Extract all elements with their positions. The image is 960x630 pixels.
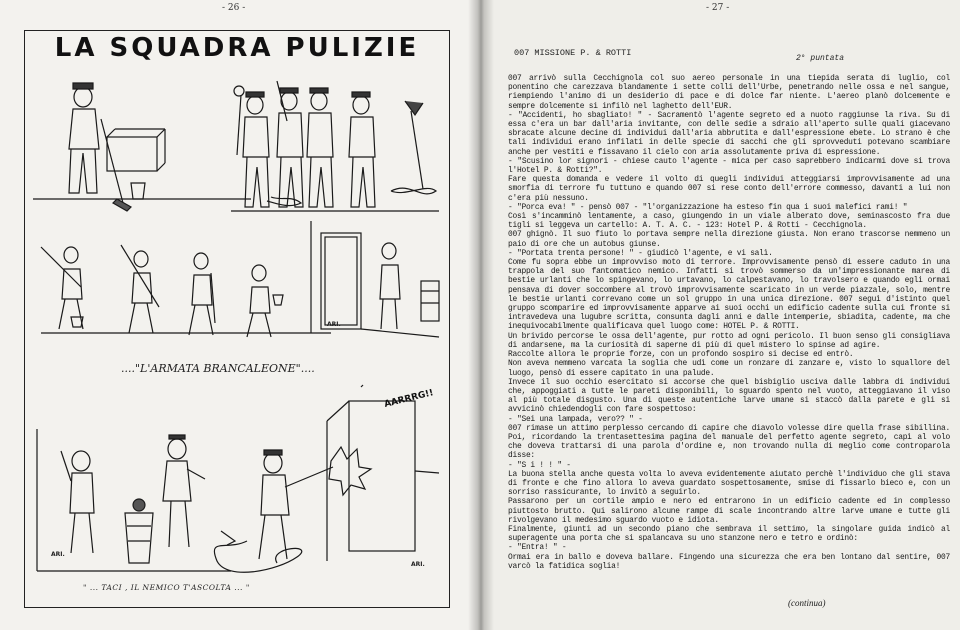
- paragraph: 007 ghignò. Il suo fiuto lo portava sempre nella direzione giusta. Non erano trascorse nemmeno un paio di ore che un autobus giunse.: [508, 230, 950, 249]
- paragraph: - "Sei una lampada, vero?? " -: [508, 414, 643, 424]
- panel-3-drawing: [31, 381, 443, 581]
- sound-effect: AARRRG!!: [383, 388, 435, 410]
- paragraph: Finalmente, giunti ad un secondo piano che sembrava il settimo, la singolare guida indicò al superagente una porta che si spalancava su uno stanzone nero e tetro e ordinò:: [508, 524, 950, 544]
- paragraph: Invece il suo occhio esercitato si accorse che quel bisbiglio usciva dalle labbra di individui che, appoggiati a tutte le pareti disponibili, lo sguardo spento nel vuoto, atteggiavano il viso al più totale disgusto. Una di queste autentiche larve umane si staccò dalla parete e gli si avvicinò chiedendogli con fare sospettoso:: [508, 377, 950, 415]
- paragraph: Fare questa domanda e vedere il volto di quegli individui atteggiarsi improvvisamente ad una smorfia di terrore fu tuttuno e quando 007 si rese conto dell'errore commesso, davanti a lui non c'era più nessuno.: [508, 175, 950, 203]
- paragraph: - "Porca eva! " - pensò 007 - "l'organizzazione ha esteso fin qua i suoi malefici rami! ": [508, 202, 908, 212]
- panel-2-drawing: [31, 221, 443, 361]
- right-page: [478, 0, 960, 630]
- paragraph: 007 rimase un attimo perplesso cercando di capire che diavolo volesse dire quella frase sibillina. Poi, ricordando la trentasettesima pagina del manuale del perfetto agente segreto, capì al volo che doveva trattarsi di una parola d'ordine e, non trovando nulla di meglio come controparola disse:: [508, 423, 950, 461]
- panel-1-drawing: [31, 71, 443, 241]
- continued-note: (continua): [788, 598, 826, 608]
- article-body: [508, 74, 950, 571]
- paragraph: Ormai era in ballo e doveva ballare. Fingendo una sicurezza che era ben lontano dal sentire, 007 varcò la fatidica soglia!: [508, 552, 950, 571]
- paragraph: 007 arrivò sulla Cecchignola col suo aereo personale in una tiepida serata di luglio, col ponentino che carezzava blandamente i sette colli dell'Urbe, penetrando nelle ossa e nel sangue, riempiendo l'animo di un desiderio di pace e di dolce far niente. L'aereo planò dolcemente e sempre dolcemente si infilò nel laghetto dell'EUR.: [508, 74, 950, 111]
- comic-title: LA SQUADRA PULIZIE: [54, 33, 420, 63]
- left-page-number: - 26 -: [222, 3, 246, 13]
- right-page-number: - 27 -: [706, 3, 730, 13]
- comic-frame: [24, 30, 450, 608]
- paragraph: Raccolte allora le proprie forze, con un profondo sospiro si decise ed entrò.: [508, 350, 854, 360]
- paragraph: Così s'incamminò lentamente, a caso, giungendo in un viale alberato dove, seminascosto fra due tigli si leggeva un cartello: A. T. A. C. - 123: Hotel P. & Rotti - Cecchignola.: [508, 212, 950, 231]
- paragraph: Un brivido percorse le ossa dell'agente, pur rotto ad ogni pericolo. Il buon senso gli consigliava di andarsene, ma la curiosità di saperne di più di quel mistero lo spinse ad agire.: [508, 331, 950, 350]
- paragraph: La buona stella anche questa volta lo aveva evidentemente aiutato perchè l'individuo che gli stava di fronte e che fino allora lo aveva guardato sospettosamente, smise di fissarlo bieco e, con un sorriso rassicurante, lo invitò a seguirlo.: [508, 469, 950, 498]
- paragraph: - "Portata trenta persone! " - giudicò l'agente, e vi salì.: [508, 248, 773, 258]
- comic-panel-1: [31, 71, 443, 241]
- paragraph: - "Entra! " -: [508, 543, 567, 553]
- paragraph: - "Accidenti, ho sbagliato! " - Sacramentò l'agente segreto ed a nuoto raggiunse la riva. Su di essa c'era un bar dall'aria invitante, con delle sedie a sdraio all'aperto sulle quali giacevano sbracate alcune decine di individui dall'aria abbrutita e dall'espressione ebete. Lo strano è che tali individui erano infilati in delle specie di sacchi che gli sprovveduti potevano scambiare anche per vestiti e fissavano il cielo con aria assolutamente priva di espressione.: [508, 110, 950, 157]
- paragraph: Non aveva nemmeno varcata la soglia che udì come un ronzare di zanzare e, visto lo squallore del luogo, pensò di essere capitato in una palude.: [508, 359, 950, 378]
- artist-signature-3b: ARI.: [411, 561, 425, 568]
- comic-panel-3: [31, 381, 443, 581]
- paragraph: Passarono per un cortile ampio e nero ed entrarono in un edificio cadente ed in complesso piuttosto brutto. Qui salirono alcune rampe di scale incontrando altre larve umane e tutte gli rivolgevano il medesimo sguardo vuoto e idiota.: [508, 497, 950, 525]
- paragraph: - "S i ! ! " -: [508, 460, 571, 470]
- article-subtitle: 2° puntata: [796, 54, 845, 63]
- paragraph: Come fu sopra ebbe un improvviso moto di terrore. Improvvisamente pensò di essere caduto in una trappola del suo fantomatico nemico. Infatti si trovò sommerso da un'impressionante marea di bestie urlanti che lo spingevano, lo urtavano, lo calpestavano, lo travolsero e quando egli ormai pensava di dover soccombere al trovò improvvisamente scaricato in un verde piazzale, solo, mentre le bestie urlanti correvano come un sol gruppo in una unica direzione. 007 seguì d'istinto quel gruppo scomparire ed improvvisamente apparve ai suoi occhi un edificio cadente sulla cui fronte si intravedeva una lugubre scritta, consunta dagli anni e dalle intemperie, sbiadita, cadente, ma che inequivocabilmente qualificava quel luogo come: HOTEL P. & ROTTI.: [508, 258, 950, 332]
- paragraph: - "Scusino lor signori - chiese cauto l'agente - mica per caso saprebbero indicarmi dove si trova l'Hotel P. & Rotti?".: [508, 156, 950, 176]
- article-title: 007 MISSIONE P. & ROTTI: [514, 48, 632, 58]
- panel-3-caption: " ... TACI , IL NEMICO T'ASCOLTA ... ": [83, 583, 250, 592]
- left-page: [0, 0, 478, 630]
- comic-panel-2: [31, 221, 443, 361]
- panel-2-caption: ...."L'ARMATA BRANCALEONE"....: [121, 362, 315, 375]
- artist-signature-3a: ARI.: [51, 551, 65, 558]
- artist-signature-2: ARI.: [327, 321, 341, 328]
